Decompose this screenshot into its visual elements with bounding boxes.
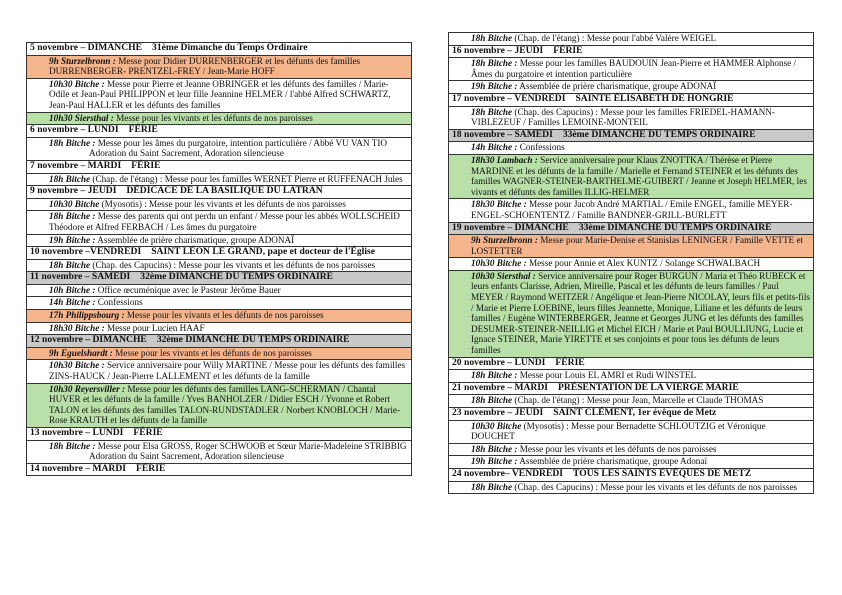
mass-entry (449, 57, 813, 80)
day-label: 6 novembre – LUNDI (30, 124, 119, 136)
day-header (449, 129, 813, 142)
day-label: 11 novembre – SAMEDI (30, 271, 131, 283)
liturgical-title: SAINT CLÉMENT, 1er évêque de Metz (553, 407, 717, 418)
mass-entry (449, 154, 813, 198)
mass-entry (449, 234, 813, 257)
liturgical-title: FÉRIE (553, 44, 583, 56)
mass-time-location: 10h30 Bitche : (49, 360, 105, 371)
mass-time-location: 9h Sturzelbronn : (49, 55, 116, 66)
mass-time-location: 19h Bitche : (471, 81, 518, 92)
mass-entry (27, 347, 411, 360)
liturgical-title: FÉRIE (128, 124, 158, 136)
mass-time-location: 18h Bitche : (49, 211, 96, 222)
mass-time-location: 18h Bitche : (471, 58, 518, 69)
adoration-note: Adoration du Saint Sacrement, Adoration silencieuse (89, 451, 284, 462)
day-header (27, 334, 411, 347)
liturgical-title: SAINTE ÉLISABETH DE HONGRIE (575, 92, 734, 104)
day-label: 17 novembre – VENDREDI (452, 92, 566, 104)
mass-intention: Confessions (97, 297, 143, 308)
day-header (449, 468, 813, 481)
mass-intention: (Chap. de l'étang) : Messe pour Jean, Marcelle et Claude THOMAS (514, 395, 764, 406)
mass-entry (27, 440, 411, 463)
liturgical-title: FÉRIE (555, 356, 585, 368)
day-header (27, 124, 411, 137)
mass-entry (449, 270, 813, 357)
liturgical-title: 32ème DIMANCHE DU TEMPS ORDINAIRE (140, 271, 334, 283)
liturgical-title: 31ème Dimanche du Temps Ordinaire (152, 42, 308, 53)
mass-intention: (Myosotis) : Messe pour Bernadette SCHLOUTZIG et Véronique DOUCHET (471, 420, 766, 442)
mass-intention: Messe pour les vivants et les défunts de nos paroisses (115, 347, 312, 358)
mass-time-location: 18h Bitche : (49, 440, 96, 451)
mass-entry (449, 394, 813, 407)
liturgical-title: DÉDICACE DE LA BASILIQUE DU LATRAN (126, 185, 323, 197)
mass-entry (449, 481, 813, 494)
mass-time-location: 18h30 Bitche : (49, 322, 105, 333)
mass-time-location: 10h30 Siersthal : (49, 112, 114, 123)
schedule-table-left (26, 42, 412, 476)
day-label: 9 novembre – JEUDI (30, 185, 117, 197)
mass-entry (27, 383, 411, 427)
mass-intention: Messe pour les vivants et les défunts de nos paroisses (519, 443, 717, 454)
mass-intention: Messe des parents qui ont perdu un enfant / Messe pour les abbés WOLLSCHEID Théodore et Alfred FERBACH / Les âmes du purgatoire (49, 211, 400, 232)
day-header (27, 185, 411, 198)
mass-entry (27, 322, 411, 335)
mass-intention: Messe pour les défunts des familles LANG-SCHERMAN / Chantal HUVER et les défunts de la famille / Yves BANHOLZER / Didier ESCH / Yvonne et Robert TALON et les défunts des familles TALON-RUNDSTADLER / Norbert KNOBLOCH / Marie-Rose KRAUTH et les défunts de la famille (49, 383, 401, 426)
mass-intention: Assemblée de prière charismatique, groupe ADONAÏ (519, 81, 717, 92)
day-label: 16 novembre – JEUDI (452, 44, 544, 56)
day-label: 5 novembre – DIMANCHE (30, 42, 143, 53)
mass-entry (449, 455, 813, 468)
mass-intention: Service anniversaire pour Klaus ZNOTTKA / Thérèse et Pierre MARDINE et les défunts de la famille / Marielle et Fernand STEINER et les défunts des familles WAGNER-STEINER-BARTHELME-GUIBERT / Jeanne et Joseph HELMER, les vivants et défunts des familles ILLIG-HELMER (471, 154, 807, 197)
liturgical-title: 32ème DIMANCHE DU TEMPS ORDINAIRE (156, 334, 350, 346)
mass-entry (27, 112, 411, 125)
mass-entry (449, 80, 813, 93)
schedule-table-right (448, 32, 814, 494)
mass-time-location: 10h30 Bitche (49, 198, 100, 209)
mass-time-location: 18h30 Lambach : (471, 154, 538, 165)
mass-entry (449, 106, 813, 129)
mass-intention: Messe pour Jacob André MARTIAL / Emile ENGEL, famille MEYER-ENGEL-SCHOENTENTZ / Famille BANDNER-GRILL-BURLETT (471, 199, 793, 220)
mass-intention: (Chap. des Capucins) : Messe pour les vivants et les défunts de nos paroisses (92, 259, 376, 270)
mass-time-location: 18h Bitche (49, 259, 91, 270)
mass-entry (449, 257, 813, 270)
liturgical-title: FÉRIE (131, 159, 161, 171)
mass-time-location: 14h Bitche : (471, 142, 518, 153)
mass-entry (27, 137, 411, 160)
mass-entry (27, 55, 411, 78)
mass-time-location: 10h30 Reyersviller : (49, 383, 126, 394)
day-header (27, 246, 411, 259)
mass-intention: Messe pour Marie-Denise et Stanislas LENINGER / Famille VETTE et LOSTETTER (471, 235, 804, 256)
mass-entry (449, 420, 813, 443)
mass-intention: Messe pour Lucien HAAF (106, 322, 205, 333)
day-label: 19 novembre – DIMANCHE (452, 221, 569, 233)
day-header (27, 463, 411, 476)
mass-intention: Service anniversaire pour Roger BURGUN / Maria et Théo RUBECK et leurs enfants Clarisse, Adrien, Mireille, Pascal et les défunts de leurs familles / Paul MEYER / Raymond WEITZER / Angélique et Jean-Pierre NICOLAY, leurs fils et petits-fils / Marie et Pierre LOEBINE, leurs filles Jeannette, Monique, Liliane et les défunts de leurs familles / Eugène WINTERBERGER, Jeanne et Georges JUNG et les défunts des familles DESUMER-STEINER-NEILLIG et Michel EICH / Marie et Paul BOULLIUNG, Lucie et Ignace STEINER, Marie YIRETTE et ses conjoints et pour tous les défunts de leurs familles (471, 270, 810, 356)
mass-intention: Messe pour Elsa GROSS, Roger SCHWOOB et Sœur Marie-Madeleine STRIBBIG (97, 440, 407, 451)
mass-time-location: 14h Bitche : (49, 297, 96, 308)
mass-time-location: 18h30 Bitche : (471, 199, 527, 210)
mass-entry (27, 198, 411, 211)
mass-entry (27, 234, 411, 247)
mass-intention: Service anniversaire pour Willy MARTINE / Messe pour les défunts des familles ZINS-HAUCK / Jean-Pierre LALLEMENT et les défunts de la famille (49, 360, 406, 382)
day-header (27, 271, 411, 284)
mass-time-location: 10h30 Bitche (471, 420, 522, 431)
day-label: 23 novembre – JEUDI (452, 407, 544, 418)
mass-intention: Messe pour Annie et Alex KUNTZ / Solange SCHWALBACH (528, 258, 761, 269)
mass-intention: Confessions (519, 142, 565, 153)
liturgical-title: 33ème DIMANCHE DU TEMPS ORDINAIRE (578, 221, 772, 233)
day-header (449, 407, 813, 420)
mass-intention: (Chap. de l'étang) : Messe pour les familles WERNET Pierre et RUFFENACH Jules (92, 173, 403, 184)
mass-intention: (Chap. de l'étang) : Messe pour l'abbé Valère WEIGEL (514, 33, 717, 43)
mass-intention: Messe pour Didier DURRENBERGER et les défunts des familles DURRENBERGER- PRENTZEL-FREY / Jean-Marie HOFF (49, 55, 361, 77)
mass-time-location: 18h Bitche (471, 106, 513, 117)
mass-entry (27, 296, 411, 309)
mass-time-location: 18h Bitche : (49, 137, 96, 148)
mass-entry (27, 309, 411, 322)
mass-time-location: 9h Sturzelbronn : (471, 235, 538, 246)
mass-time-location: 10h30 Siersthal : (471, 270, 536, 281)
mass-intention: Messe pour les âmes du purgatoire, intention particulière / Abbé VU VAN TIO (97, 137, 388, 148)
day-label: 20 novembre – LUNDI (452, 356, 546, 368)
mass-intention: (Chap. des Capucins) : Messe pour les vivants et les défunts de nos paroisses (514, 481, 798, 492)
mass-intention: Messe pour Pierre et Jeanne OBRINGER et les défunts des familles / Marie-Odile et Jean-Paul PHILIPPON et leur fille Jeannine HELMER / l'abbé Alfred SCHWARTZ, Jean-Paul HALLER et les défunts des familles (49, 78, 391, 110)
mass-entry (449, 141, 813, 154)
mass-time-location: 19h Bitche : (49, 234, 96, 245)
day-header (449, 357, 813, 370)
mass-entry (449, 369, 813, 382)
mass-time-location: 18h Bitche (471, 481, 513, 492)
adoration-note: Adoration du Saint Sacrement, Adoration silencieuse (89, 148, 284, 159)
mass-entry (27, 359, 411, 382)
day-label: 18 novembre – SAMEDI (452, 128, 553, 140)
mass-time-location: 9h Eguelshardt : (49, 347, 113, 358)
mass-entry (27, 173, 411, 186)
mass-time-location: 10h Bitche : (49, 284, 96, 295)
day-label: 24 novembre– VENDREDI (452, 467, 564, 479)
day-label: 13 novembre – LUNDI (30, 427, 124, 438)
mass-intention: Office œcuménique avec le Pasteur Jérôme Bauer (97, 284, 281, 295)
day-header (27, 43, 411, 55)
day-label: 10 novembre –VENDREDI (30, 246, 142, 258)
mass-intention: Messe pour les vivants et les défunts de nos paroisses (126, 310, 324, 321)
mass-time-location: 10h30 Bitche : (471, 258, 527, 269)
mass-intention: Messe pour les vivants et les défunts de nos paroisses (116, 112, 313, 123)
mass-intention: Assemblée de prière charismatique, groupe Adonaï (519, 456, 708, 467)
mass-entry (27, 284, 411, 297)
day-header (449, 222, 813, 235)
day-header (449, 93, 813, 106)
mass-entry (449, 198, 813, 221)
day-label: 7 novembre – MARDI (30, 159, 122, 171)
day-label: 12 novembre – DIMANCHE (30, 334, 147, 346)
day-header (449, 382, 813, 395)
mass-time-location: 18h Bitche (471, 33, 513, 43)
mass-entry (449, 33, 813, 45)
mass-intention: (Myosotis) : Messe pour les vivants et les défunts de nos paroisses (101, 198, 346, 209)
mass-entry (449, 443, 813, 456)
day-header (449, 45, 813, 58)
mass-intention: Assemblée de prière charismatique, groupe ADONAÏ (97, 234, 295, 245)
liturgical-title: FÉRIE (133, 427, 163, 438)
mass-time-location: 19h Bitche : (471, 456, 518, 467)
mass-time-location: 18h Bitche : (471, 443, 518, 454)
mass-entry (27, 78, 411, 112)
day-header (27, 427, 411, 440)
mass-time-location: 17h Philippsbourg : (49, 310, 125, 321)
liturgical-title: SAINT LÉON LE GRAND, pape et docteur de l'Église (151, 246, 376, 258)
day-header (27, 160, 411, 173)
mass-entry (27, 259, 411, 272)
mass-time-location: 10h30 Bitche : (49, 78, 105, 89)
mass-intention: (Chap. des Capucins) : Messe pour les familles FRIEDEL-HAMANN-VIBLEZEUF / Familles LEMOINE-MONTEIL (471, 106, 775, 128)
day-label: 14 novembre – MARDI (30, 462, 127, 474)
liturgical-title: FÉRIE (136, 462, 166, 474)
mass-time-location: 18h Bitche (471, 395, 513, 406)
liturgical-title: TOUS LES SAINTS ÉVÊQUES DE METZ (573, 467, 752, 479)
right-column (448, 32, 814, 494)
mass-entry (27, 210, 411, 233)
day-label: 21 novembre – MARDI (452, 381, 549, 393)
left-column (26, 42, 412, 476)
mass-intention: Messe pour Louis EL AMRI et Rudi WINSTEL (519, 370, 697, 381)
liturgical-title: PRÉSENTATION DE LA VIERGE MARIE (558, 381, 739, 393)
mass-intention: Messe pour les familles BAUDOUIN Jean-Pierre et HAMMER Alphonse / Âmes du purgatoire et intention particulière (471, 58, 797, 79)
mass-time-location: 18h Bitche : (471, 370, 518, 381)
liturgical-title: 33ème DIMANCHE DU TEMPS ORDINAIRE (562, 128, 756, 140)
mass-time-location: 18h Bitche (49, 173, 91, 184)
